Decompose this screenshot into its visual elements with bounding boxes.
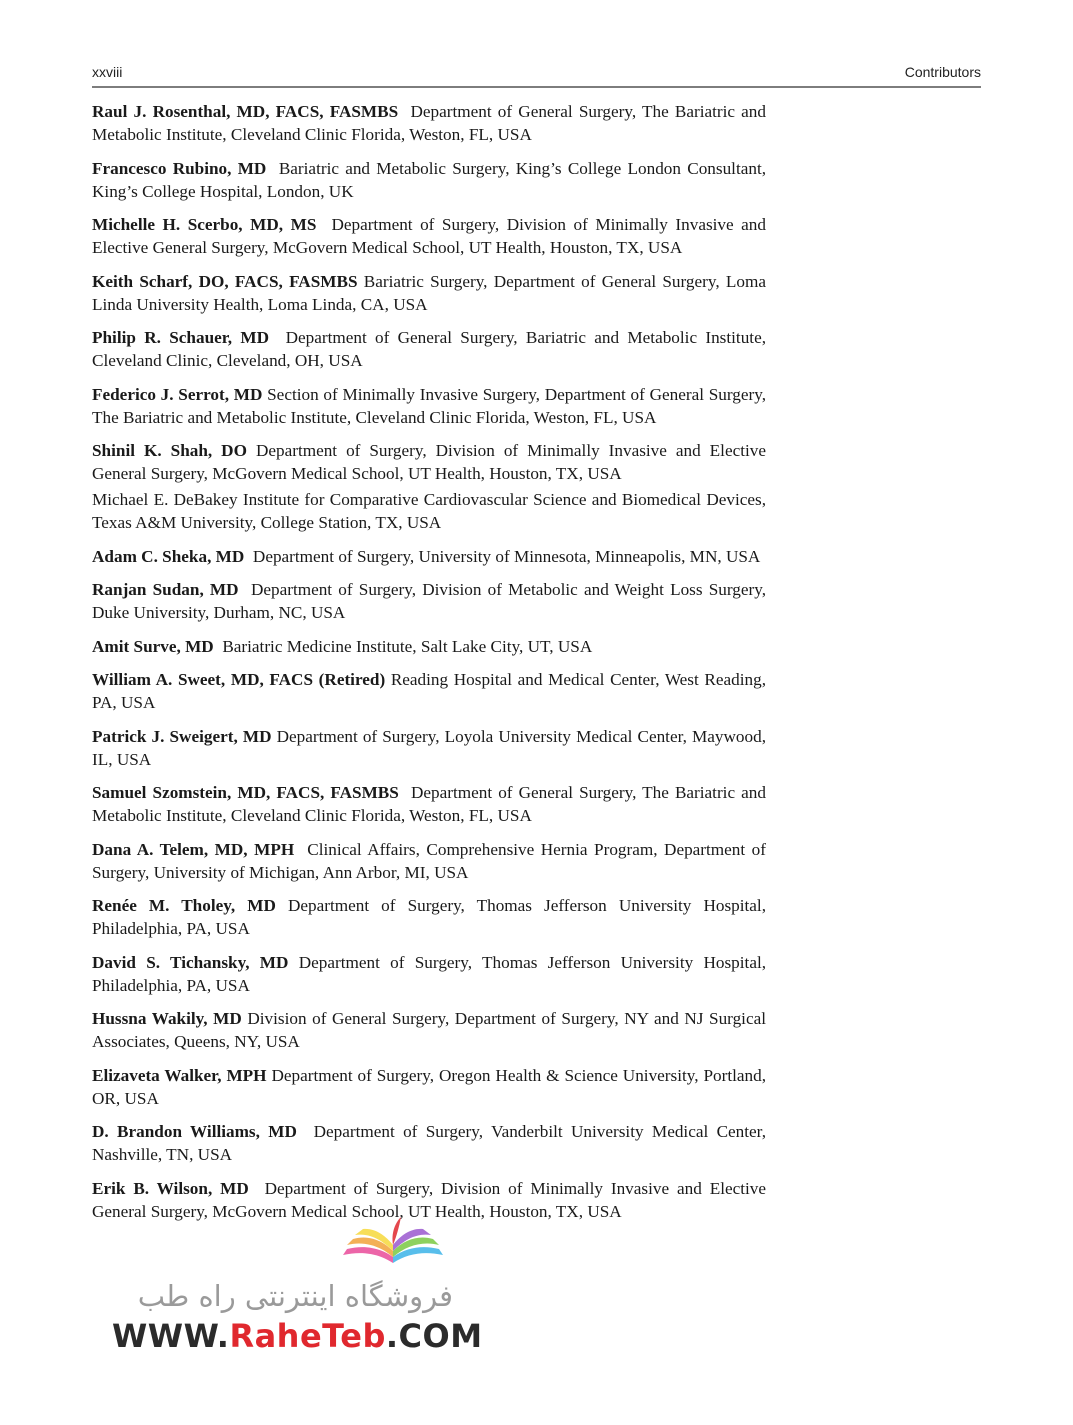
contributor-affiliation: Department of Surgery, Thomas Jefferson University Hospital, Philadelphia, PA, USA [92, 952, 767, 995]
contributor-name: Patrick J. Sweigert, MD [92, 726, 272, 746]
section-title: Contributors [904, 64, 981, 80]
contributor-entry [92, 383, 766, 429]
contributor-affiliation: Bariatric Medicine Institute, Salt Lake City, UT, USA [222, 636, 593, 656]
contributors-list [92, 100, 766, 1233]
contributor-name: Shinil K. Shah, DO [92, 441, 247, 460]
watermark-persian-text: فروشگاه اینترنتی راه طب [137, 1279, 453, 1313]
contributor-name: Michelle H. Scerbo, MD, MS [92, 215, 317, 234]
contributor-name: William A. Sweet, MD, FACS (Retired) [92, 670, 386, 689]
contributor-entry [92, 439, 766, 534]
contributor-affiliation: Department of Surgery, Vanderbilt University Medical Center, Nashville, TN, USA [92, 1122, 766, 1164]
contributor-entry [92, 635, 766, 658]
running-header [92, 62, 981, 88]
contributor-name: Samuel Szomstein, MD, FACS, FASMBS [92, 783, 399, 802]
watermark-url-accent: RaheTeb [229, 1317, 386, 1355]
contributor-entry [92, 1064, 766, 1110]
contributor-entry [92, 545, 766, 568]
contributor-entry [92, 725, 766, 771]
contributor-entry [92, 951, 766, 997]
contributor-name: Adam C. Sheka, MD [92, 546, 245, 566]
contributor-affiliation: Clinical Affairs, Comprehensive Hernia Program, Department of Surgery, University of Michigan, Ann Arbor, MI, USA [92, 839, 766, 882]
contributor-name: Renée M. Tholey, MD [92, 896, 276, 915]
contributor-name: Erik B. Wilson, MD [92, 1178, 249, 1198]
watermark-url-suffix: .COM [385, 1317, 483, 1355]
contributor-affiliation: Department of General Surgery, The Bariatric and Metabolic Institute, Cleveland Clinic Florida, Weston, FL, USA [92, 783, 766, 825]
contributor-affiliation: Department of Surgery, Division of Minimally Invasive and Elective General Surgery, McGovern Medical School, UT Health, Houston, TX, USA [92, 1178, 767, 1221]
contributor-affiliation: Department of Surgery, Division of Minimally Invasive and Elective General Surgery, McGovern Medical School, UT Health, Houston, TX, USA [92, 215, 766, 257]
contributor-entry [92, 213, 766, 259]
watermark-url [112, 1317, 483, 1355]
contributor-name: Keith Scharf, DO, FACS, FASMBS [92, 271, 358, 291]
watermark-url-prefix: WWW. [112, 1317, 230, 1355]
contributor-entry [92, 270, 766, 316]
contributor-affiliation: Department of Surgery, Division of Minimally Invasive and Elective General Surgery, McGovern Medical School, UT Health, Houston, TX, USA [92, 441, 766, 483]
contributor-affiliation: Department of General Surgery, The Bariatric and Metabolic Institute, Cleveland Clinic Florida, Weston, FL, USA [92, 102, 766, 144]
contributor-name: Federico J. Serrot, MD [92, 384, 263, 404]
contributor-entry [92, 326, 766, 372]
contributor-entry [92, 578, 766, 624]
contributor-name: Francesco Rubino, MD [92, 158, 267, 178]
contributor-name: David S. Tichansky, MD [92, 952, 289, 972]
contributor-name: Hussna Wakily, MD [92, 1009, 242, 1028]
contributor-entry [92, 1120, 766, 1166]
contributor-name: Amit Surve, MD [92, 636, 214, 656]
contributor-entry [92, 894, 766, 940]
contributor-name: D. Brandon Williams, MD [92, 1122, 297, 1141]
contributor-affiliation: Division of General Surgery, Department of Surgery, NY and NJ Surgical Associates, Queens, NY, USA [92, 1009, 766, 1051]
contributor-affiliation: Department of Surgery, Division of Metabolic and Weight Loss Surgery, Duke University, Durham, NC, USA [92, 580, 767, 622]
open-book-rainbow-icon [333, 1215, 453, 1285]
contributor-entry [92, 781, 766, 827]
contributor-name: Ranjan Sudan, MD [92, 580, 239, 599]
contributor-affiliation: Section of Minimally Invasive Surgery, Department of General Surgery, The Bariatric and Metabolic Institute, Cleveland Clinic Florida, Weston, FL, USA [92, 384, 766, 427]
contributor-name: Raul J. Rosenthal, MD, FACS, FASMBS [92, 102, 399, 121]
contributor-entry [92, 100, 766, 146]
contributor-affiliation: Department of Surgery, Loyola University Medical Center, Maywood, IL, USA [92, 726, 766, 769]
contributor-affiliation: Department of General Surgery, Bariatric and Metabolic Institute, Cleveland Clinic, Cleveland, OH, USA [92, 328, 766, 370]
contributor-affiliation: Bariatric Surgery, Department of General Surgery, Loma Linda University Health, Loma Linda, CA, USA [92, 271, 767, 314]
page-number: xxviii [92, 64, 123, 80]
watermark [108, 1215, 483, 1365]
contributor-affiliation: Department of Surgery, Thomas Jefferson University Hospital, Philadelphia, PA, USA [92, 896, 766, 938]
contributor-entry [92, 1007, 766, 1053]
contributor-affiliation: Reading Hospital and Medical Center, West Reading, PA, USA [92, 670, 766, 712]
contributor-entry [92, 668, 766, 714]
contributor-affiliation: Bariatric and Metabolic Surgery, King’s College London Consultant, King’s College Hospital, London, UK [92, 158, 767, 201]
contributor-entry [92, 838, 766, 884]
contributor-name: Dana A. Telem, MD, MPH [92, 839, 295, 859]
contributor-entry [92, 157, 766, 203]
contributor-name: Philip R. Schauer, MD [92, 328, 270, 347]
contributor-secondary-affiliation: Michael E. DeBakey Institute for Comparative Cardiovascular Science and Biomedical Devices, Texas A&M University, College Station, TX, USA [92, 490, 766, 532]
contributor-affiliation: Department of Surgery, Oregon Health & Science University, Portland, OR, USA [92, 1065, 767, 1108]
contributor-affiliation: Department of Surgery, University of Minnesota, Minneapolis, MN, USA [252, 546, 761, 566]
contributor-name: Elizaveta Walker, MPH [92, 1065, 267, 1085]
